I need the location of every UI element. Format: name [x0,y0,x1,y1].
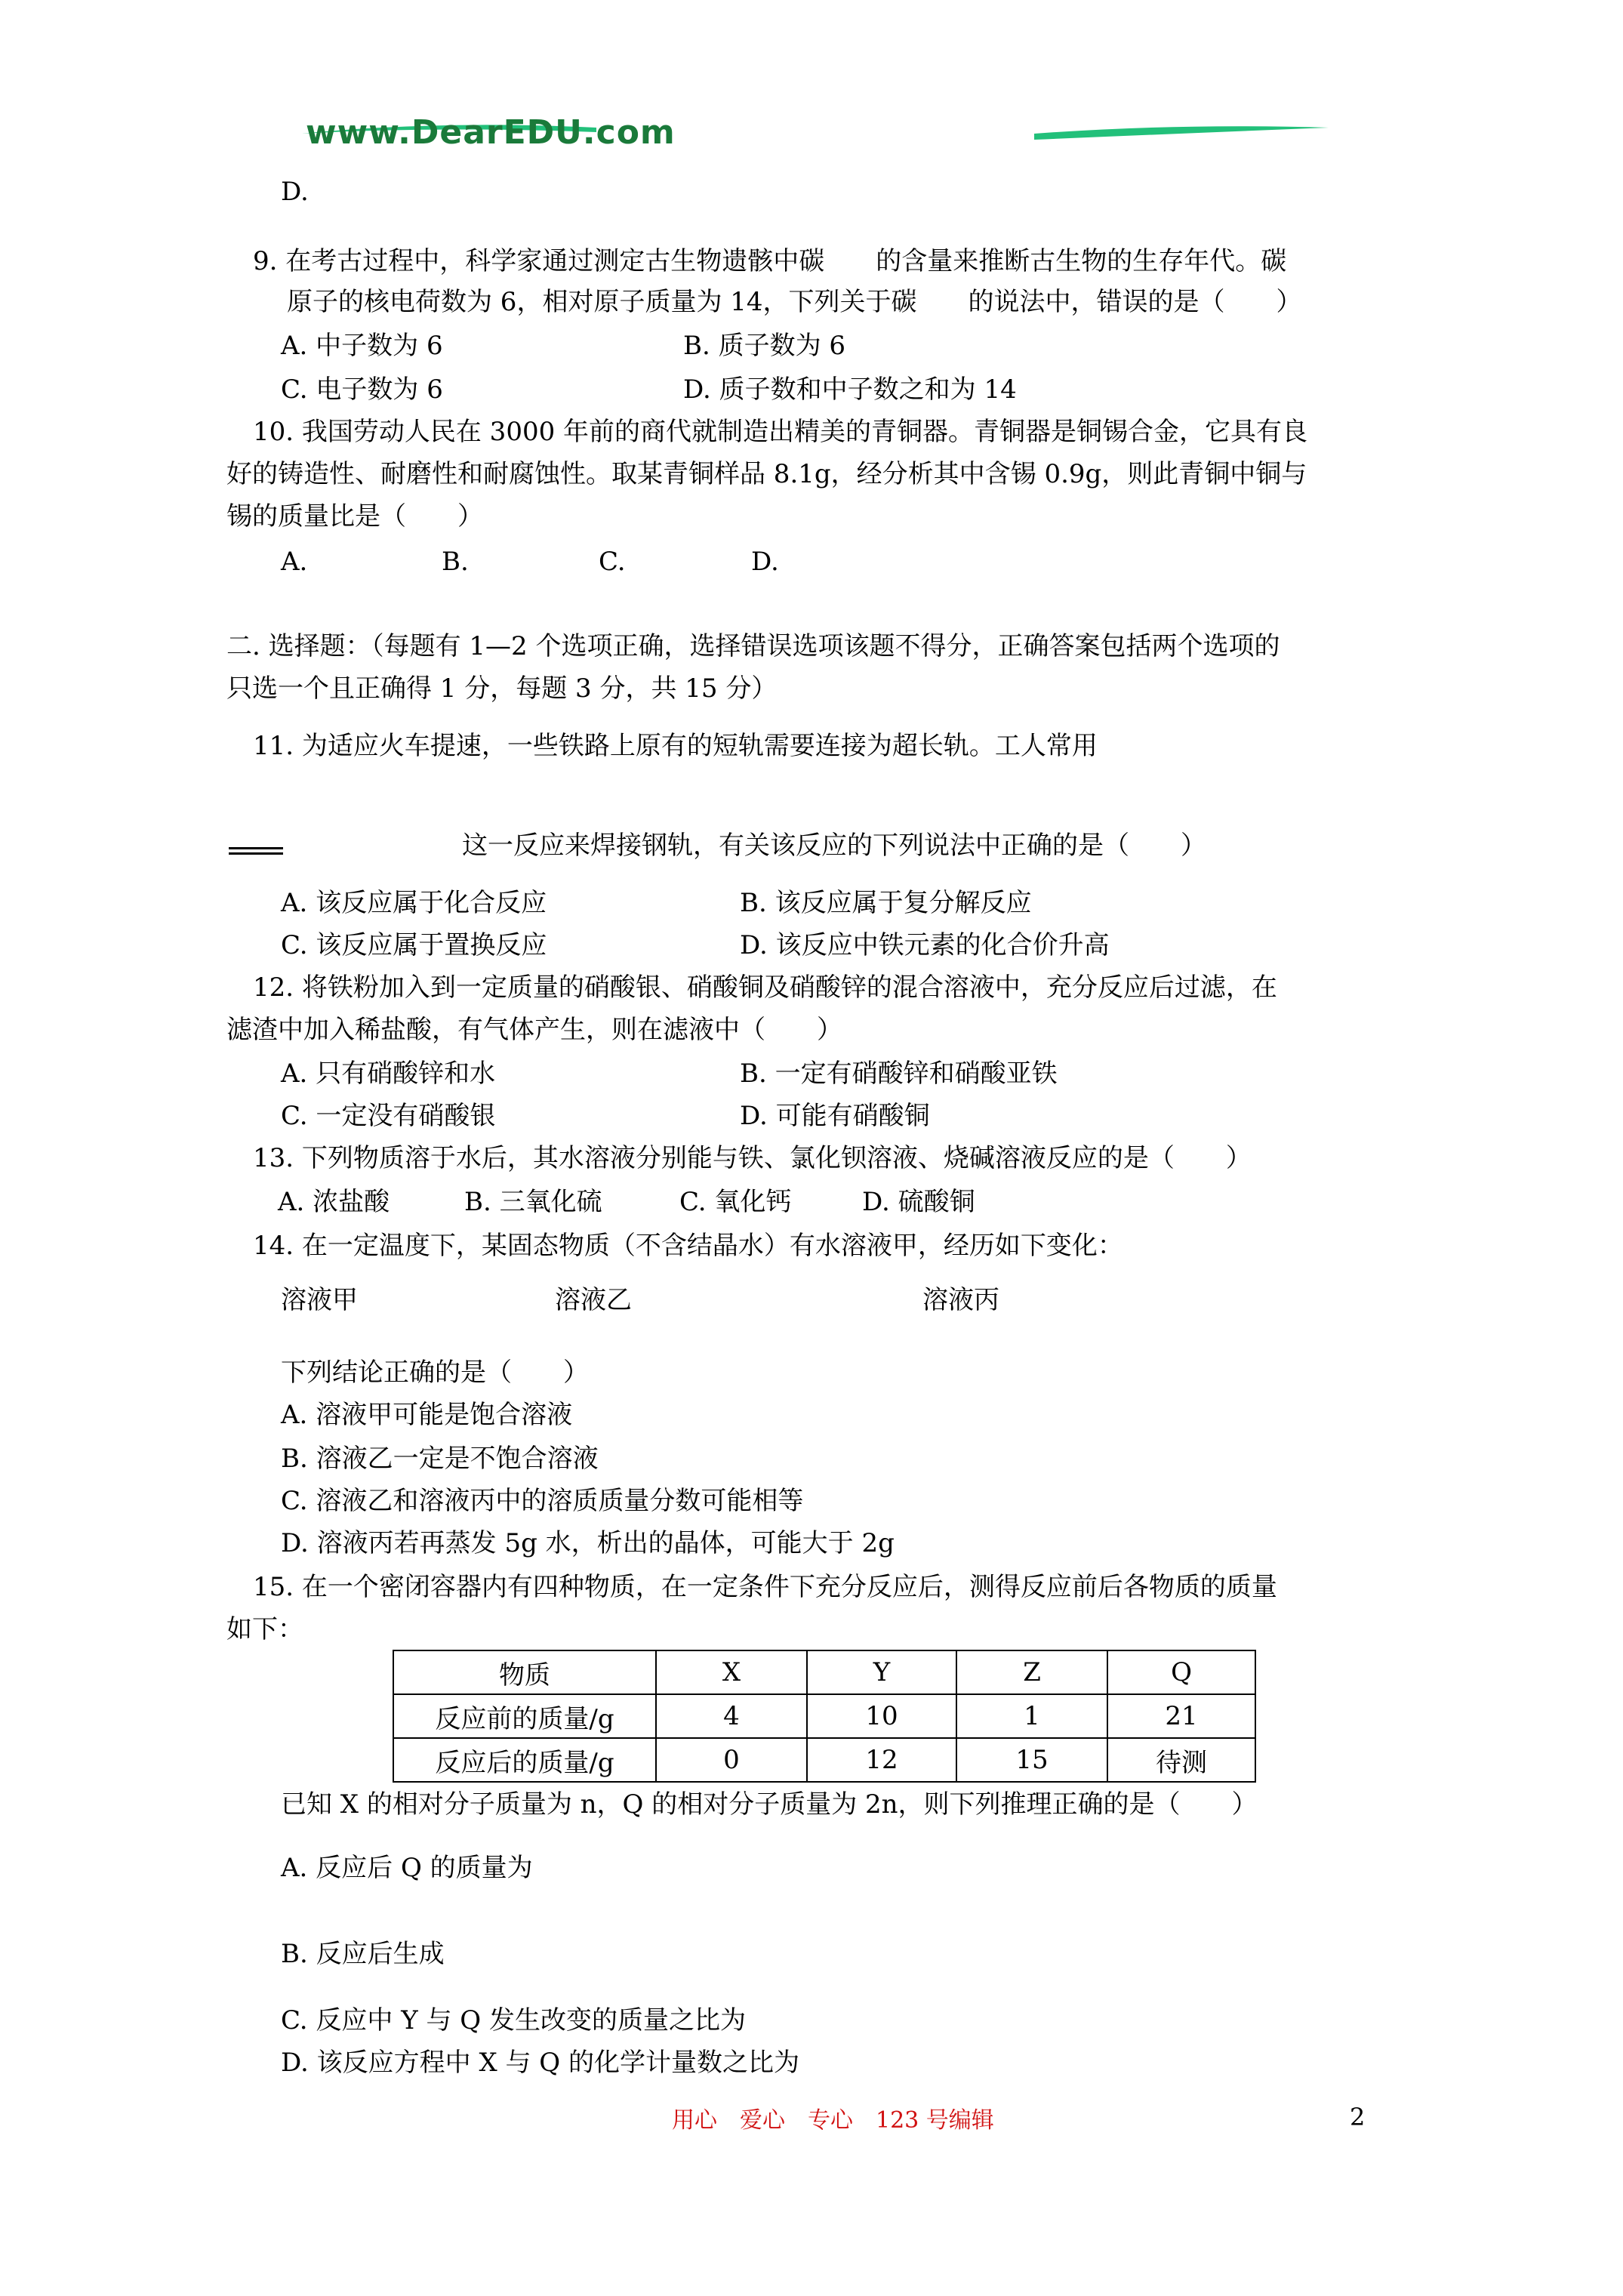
q14-option-a: A. 溶液甲可能是饱合溶液 [281,1400,573,1430]
q13-option-d: D. 硫酸铜 [862,1187,975,1217]
q11-option-c: C. 该反应属于置换反应 [281,930,547,960]
q12-option-d: D. 可能有硝酸铜 [740,1101,930,1131]
q11-line-2: 这一反应来焊接钢轨，有关该反应的下列说法中正确的是（ ） [462,831,1206,861]
site-logo-text: www.DearEDU.com [306,113,676,152]
table-cell: 4 [656,1694,807,1738]
q14-prompt: 下列结论正确的是（ ） [281,1358,589,1388]
q13-option-a: A. 浓盐酸 [278,1187,390,1217]
q11-option-a: A. 该反应属于化合反应 [281,888,547,918]
table-row [393,1694,1255,1738]
q12-line-1: 12. 将铁粉加入到一定质量的硝酸银、硝酸铜及硝酸锌的混合溶液中，充分反应后过滤，在 [253,972,1277,1003]
q11-option-d: D. 该反应中铁元素的化合价升高 [740,930,1110,960]
q14-line-1: 14. 在一定温度下，某固态物质（不含结晶水）有水溶液甲，经历如下变化： [253,1231,1123,1261]
table-cell: 反应前的质量/g [393,1694,656,1738]
q15-line-2: 如下： [226,1614,303,1644]
section2-line-2: 只选一个且正确得 1 分，每题 3 分，共 15 分） [226,673,778,704]
q14-option-d: D. 溶液丙若再蒸发 5g 水，析出的晶体，可能大于 2g [281,1528,895,1558]
table-cell: 21 [1107,1694,1255,1738]
q9-line-1: 9. 在考古过程中，科学家通过测定古生物遗骸中碳 的含量来推断古生物的生存年代。碳 [253,246,1287,276]
q9-option-d: D. 质子数和中子数之和为 14 [683,374,1017,405]
table-cell: 反应后的质量/g [393,1738,656,1782]
table-cell: Y [807,1650,956,1694]
table-row [393,1738,1255,1782]
q13-option-c: C. 氧化钙 [679,1187,792,1217]
q12-option-c: C. 一定没有硝酸银 [281,1101,496,1131]
table-cell: 12 [807,1738,956,1782]
q10-option-b: B. [442,547,469,577]
q10-option-d: D. [751,547,779,577]
equals-sign-icon [229,847,283,855]
q9-option-b: B. 质子数为 6 [683,331,846,361]
q14-option-b: B. 溶液乙一定是不饱合溶液 [281,1444,599,1474]
table-row [393,1650,1255,1694]
q9-option-c: C. 电子数为 6 [281,374,443,405]
q15-option-c: C. 反应中 Y 与 Q 发生改变的质量之比为 [281,2005,746,2036]
q10-option-c: C. [599,547,626,577]
page-number: 2 [1350,2103,1366,2131]
q14-solution-a: 溶液甲 [281,1285,358,1315]
q13-option-b: B. 三氧化硫 [464,1187,602,1217]
q15-option-a: A. 反应后 Q 的质量为 [281,1853,533,1883]
q12-line-2: 滤渣中加入稀盐酸，有气体产生，则在滤液中（ ） [226,1015,842,1045]
table-cell: Z [956,1650,1107,1694]
mass-table [393,1650,1256,1783]
q10-line-2: 好的铸造性、耐磨性和耐腐蚀性。取某青铜样品 8.1g，经分析其中含锡 0.9g，则此青铜中铜与 [226,459,1307,489]
q10-line-3: 锡的质量比是（ ） [226,501,483,532]
q14-option-c: C. 溶液乙和溶液丙中的溶质质量分数可能相等 [281,1486,804,1516]
table-cell: 0 [656,1738,807,1782]
q10-line-1: 10. 我国劳动人民在 3000 年前的商代就制造出精美的青铜器。青铜器是铜锡合金，它具有良 [253,417,1308,447]
table-cell: 10 [807,1694,956,1738]
q9-option-a: A. 中子数为 6 [281,331,443,361]
q11-line-1: 11. 为适应火车提速，一些铁路上原有的短轨需要连接为超长轨。工人常用 [253,731,1098,761]
section2-line-1: 二. 选择题：（每题有 1—2 个选项正确，选择错误选项该题不得分，正确答案包括两个选项的 [226,631,1280,661]
q15-line-1: 15. 在一个密闭容器内有四种物质，在一定条件下充分反应后，测得反应前后各物质的质量 [253,1572,1277,1602]
q15-option-b: B. 反应后生成 [281,1939,445,1969]
q15-option-d: D. 该反应方程中 X 与 Q 的化学计量数之比为 [281,2048,799,2078]
q15-line-3: 已知 X 的相对分子质量为 n，Q 的相对分子质量为 2n，则下列推理正确的是（ ） [281,1789,1258,1820]
q8-option-d: D. [281,177,309,207]
q14-solution-c: 溶液丙 [922,1285,999,1315]
q12-option-a: A. 只有硝酸锌和水 [281,1059,496,1089]
q13-line-1: 13. 下列物质溶于水后，其水溶液分别能与铁、氯化钡溶液、烧碱溶液反应的是（ ） [253,1143,1252,1173]
table-cell: X [656,1650,807,1694]
table-cell: Q [1107,1650,1255,1694]
table-cell: 1 [956,1694,1107,1738]
q14-solution-b: 溶液乙 [555,1285,632,1315]
table-cell: 15 [956,1738,1107,1782]
q11-option-b: B. 该反应属于复分解反应 [740,888,1032,918]
q9-line-2: 原子的核电荷数为 6，相对原子质量为 14，下列关于碳 的说法中，错误的是（ ） [287,287,1302,317]
table-cell: 物质 [393,1650,656,1694]
q12-option-b: B. 一定有硝酸锌和硝酸亚铁 [740,1059,1058,1089]
footer-text: 用心 爱心 专心 123 号编辑 [672,2107,994,2134]
table-cell: 待测 [1107,1738,1255,1782]
q10-option-a: A. [281,547,308,577]
